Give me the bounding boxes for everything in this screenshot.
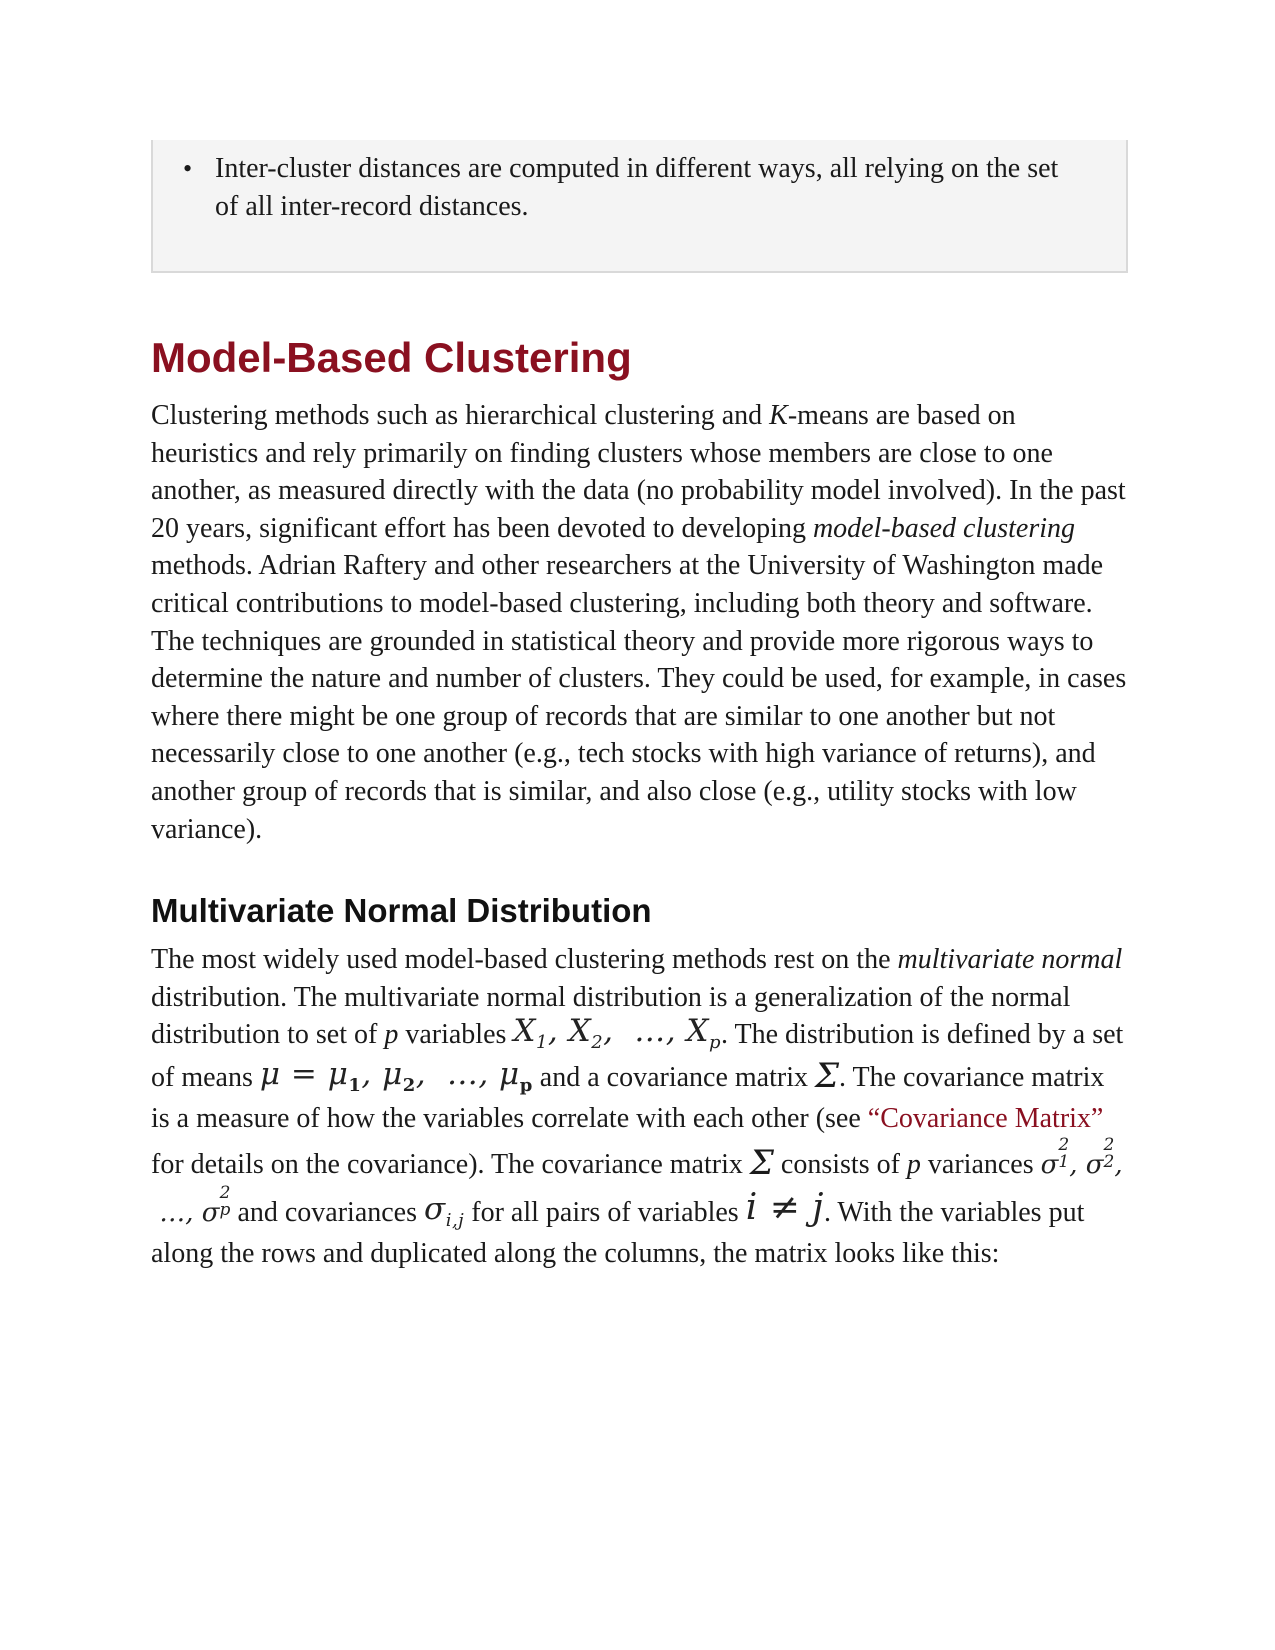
text-run: . The covariance matrix is a measure of how the variables correlate with each other (see xyxy=(151,1061,1105,1134)
text-run: -means are based on heuristics and rely primarily on finding clusters whose members are close to one another, as measured directly with the data (no probability model involved). In the past 20 years, significant effort has been devoted to developing xyxy=(151,400,1126,544)
p-symbol: p xyxy=(906,1149,921,1181)
text-run: distribution. The multivariate normal distribution is a generalization of the normal distribution to set of xyxy=(151,981,1071,1051)
text-run: for all pairs of variables xyxy=(464,1196,746,1228)
means-formula: $\mu = \mu_1$, $\mu_2$, …, $\mu_p$ xyxy=(259,1055,533,1096)
inequality-formula: i ≠ j xyxy=(745,1186,824,1228)
variables-formula: $X_1$, $X_2$, …, $X_p$ xyxy=(513,1013,722,1054)
text-run: variances xyxy=(920,1149,1041,1181)
text-run: variables xyxy=(398,1019,514,1051)
covariance-matrix-link[interactable]: “Covariance Matrix” xyxy=(867,1102,1104,1134)
subsection-title: Multivariate Normal Distribution xyxy=(151,892,652,930)
text-run: and covariances xyxy=(230,1196,425,1228)
text-run: for details on the covariance). The covariance matrix xyxy=(151,1149,750,1181)
variances-formula: σ 2 1 , σ 2 2 , …, σ 2 p xyxy=(151,1135,1123,1228)
p-symbol: p xyxy=(384,1019,399,1051)
emphasis: multivariate normal xyxy=(897,944,1123,976)
covariance-formula: $\sigma_{i,j}$ xyxy=(424,1190,465,1232)
paragraph-mvn xyxy=(151,941,1128,1273)
page xyxy=(151,140,1128,1273)
text-run: . The distribution is defined by a set of means xyxy=(151,1019,1124,1093)
text-run: consists of xyxy=(773,1149,907,1181)
sigma-formula: Σ xyxy=(749,1143,774,1184)
bullet-list xyxy=(183,150,1086,226)
text-run: Clustering methods such as hierarchical clustering and xyxy=(151,400,770,431)
paragraph-model-based xyxy=(151,397,1128,848)
text-run: The most widely used model-based clustering methods rest on the xyxy=(151,944,898,976)
sigma-formula: Σ xyxy=(814,1055,840,1096)
emphasis: model-based clustering xyxy=(812,512,1076,544)
note-box xyxy=(151,140,1128,273)
text-run: and a covariance matrix xyxy=(532,1061,815,1093)
list-item: • Inter-cluster distances are computed in different ways, all relying on the set of all inter-record distances. xyxy=(183,150,1086,226)
k-symbol: K xyxy=(769,400,788,431)
text-run: . With the variables put along the rows and duplicated along the columns, the matrix looks like this: xyxy=(151,1196,1085,1270)
text-run: methods. Adrian Raftery and other researchers at the University of Washington made critical contributions to model-based clustering, including both theory and software. The techniques are grounded in statistical theory and provide more rigorous ways to determine the nature and number of clusters. They could be used, for example, in cases where there might be one group of records that are similar to one another but not necessarily close to one another (e.g., tech stocks with high variance of returns), and another group of records that is similar, and also close (e.g., utility stocks with low variance). xyxy=(151,550,1127,845)
section-title: Model-Based Clustering xyxy=(151,334,632,381)
